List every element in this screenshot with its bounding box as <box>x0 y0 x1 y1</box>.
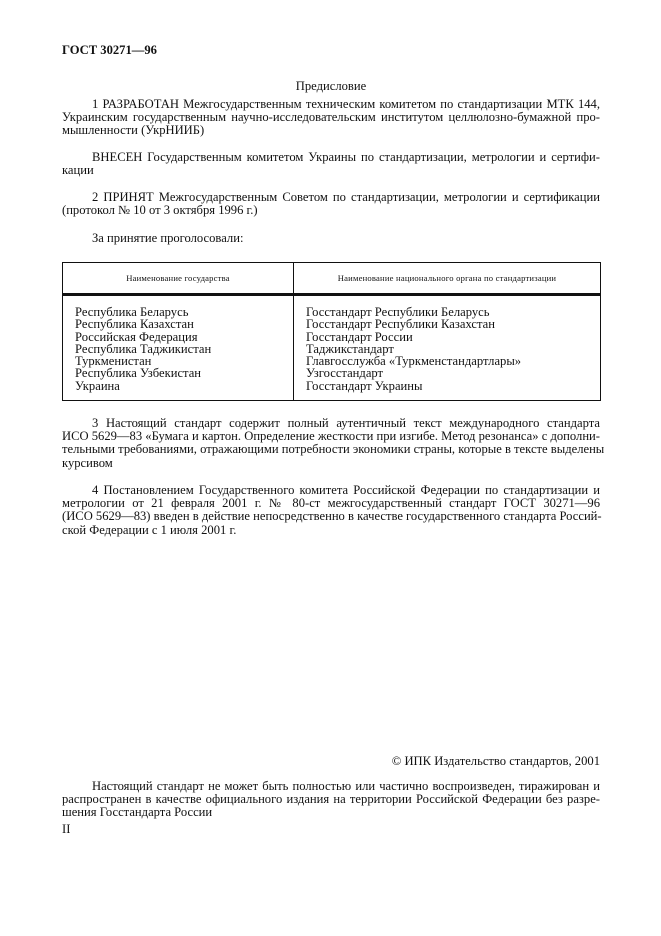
column-header-state: Наименование государства <box>63 263 294 295</box>
text-line: шения Госстандарта России <box>62 805 213 820</box>
bodies-cell <box>294 295 601 401</box>
copyright-text: © ИПК Издательство стандартов, 2001 <box>391 754 600 768</box>
copyright-notice <box>62 780 600 820</box>
text-line: 3 Настоящий стандарт содержит полный аутентичный текст международного стандарта <box>92 416 600 430</box>
state-name: Российская Федерация <box>75 329 198 344</box>
paragraph-3 <box>62 416 605 470</box>
table-row <box>63 295 601 401</box>
state-name: Республика Казахстан <box>75 317 194 332</box>
page-number <box>62 823 600 836</box>
body-name: Госстандарт Украины <box>306 378 423 393</box>
body-name: Госстандарт России <box>306 329 413 344</box>
state-name: Республика Таджикистан <box>75 341 212 356</box>
body-name: Узгосстандарт <box>306 366 384 381</box>
text-line: ВНЕСЕН Государственным комитетом Украины по стандартизации, метрологии и сертифи- <box>92 150 600 164</box>
text-line: мышленности (УкрНИИБ) <box>62 123 205 138</box>
paragraph-4 <box>62 484 600 537</box>
text-line: Настоящий стандарт не может быть полностью или частично воспроизведен, тиражирован и <box>92 779 600 793</box>
text-line: кации <box>62 163 94 178</box>
text-line: ской Федерации с 1 июля 2001 г. <box>62 522 237 537</box>
section-title <box>62 80 600 93</box>
text-line: За принятие проголосовали: <box>92 231 244 245</box>
body-name: Таджикстандарт <box>306 341 394 356</box>
text-line: курсивом <box>62 455 113 470</box>
page-number-text: II <box>62 822 71 836</box>
state-name: Туркменистан <box>75 354 152 369</box>
text-line: (ИСО 5629—83) введен в действие непосредственно в качестве государственного стандарта Россий- <box>62 509 602 524</box>
text-line: ИСО 5629—83 «Бумага и картон. Определение жесткости при изгибе. Метод резонанса» с дополни- <box>62 429 600 444</box>
copyright <box>62 755 600 768</box>
body-name: Госстандарт Республики Казахстан <box>306 317 495 332</box>
text-line: распространен в качестве официального издания на территории Российской Федерации без разре- <box>62 792 600 807</box>
section-title-text: Предисловие <box>295 79 367 93</box>
document-id: ГОСТ 30271—96 <box>62 43 157 57</box>
text-line: 1 РАЗРАБОТАН Межгосударственным техническим комитетом по стандартизации МТК 144, <box>92 97 600 111</box>
state-name: Украина <box>75 378 120 393</box>
body-name: Госстандарт Республики Беларусь <box>306 305 490 319</box>
text-line: (протокол № 10 от 3 октября 1996 г.) <box>62 203 258 218</box>
text-line: тельными требованиями, отражающими потребности экономики страны, которые в тексте выделены <box>62 442 605 457</box>
column-header-body: Наименование национального органа по стандартизации <box>294 263 601 295</box>
paragraph-1 <box>62 98 600 138</box>
body-name: Главгосслужба «Туркменстандартлары» <box>306 354 522 369</box>
state-name: Республика Узбекистан <box>75 366 202 381</box>
text-line: метрологии от 21 февраля 2001 г. № 80-ст межгосударственный стандарт ГОСТ 30271—96 <box>62 496 600 511</box>
table-header-row <box>63 263 601 295</box>
voted-label <box>62 232 600 245</box>
states-cell <box>63 295 294 401</box>
state-name: Республика Беларусь <box>75 305 189 319</box>
text-line: 2 ПРИНЯТ Межгосударственным Советом по стандартизации, метрологии и сертификации <box>92 190 600 204</box>
text-line: 4 Постановлением Государственного комитета Российской Федерации по стандартизации и <box>92 483 600 497</box>
voting-table <box>62 262 601 401</box>
paragraph-2 <box>62 191 600 217</box>
paragraph-vnesen <box>62 151 600 177</box>
text-line: Украинским государственным научно-исследовательским институтом целлюлозно-бумажной про- <box>62 110 600 125</box>
